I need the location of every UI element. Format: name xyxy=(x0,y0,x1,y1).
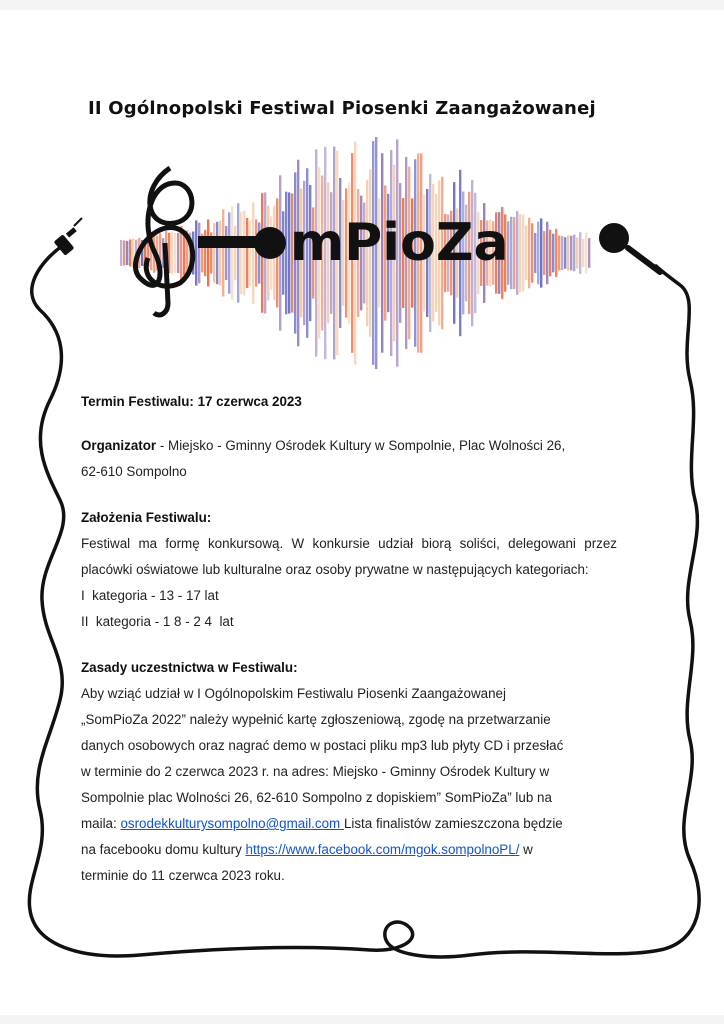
wave-bar xyxy=(528,218,530,289)
wave-bar xyxy=(228,212,230,293)
wave-bar xyxy=(171,232,173,275)
assumptions-paragraph: Festiwal ma formę konkursową. W konkursie udział biorą soliści, delegowani przez placówki oświatowe lub kulturalne oraz osoby prywatne w następujących kategoriach: xyxy=(81,536,617,577)
wave-bar xyxy=(207,219,209,286)
microphone-icon xyxy=(599,223,660,272)
rules-line-1: Aby wziąć udział w I Ogólnopolskim Festiwalu Piosenki Zaangażowanej xyxy=(81,686,506,701)
rules-line-7: na facebooku domu kultury https://www.facebook.com/mgok.sompolnoPL/ w xyxy=(81,842,533,857)
wave-bar xyxy=(222,209,224,296)
wave-bar xyxy=(225,226,227,280)
wave-bar xyxy=(555,229,557,277)
festival-date: Termin Festiwalu: 17 czerwca 2023 xyxy=(81,394,302,409)
wave-bar xyxy=(126,241,128,265)
wave-bar xyxy=(249,220,251,286)
wave-bar xyxy=(237,203,239,302)
rules-line-5: Sompolnie plac Wolności 26, 62-610 Sompolno z dopiskiem” SomPioZa” lub na xyxy=(81,790,552,805)
rules-line-3: danych osobowych oraz nagrać demo w postaci pliku mp3 lub płyty CD i przesłać xyxy=(81,738,564,753)
wave-bar xyxy=(522,215,524,292)
wave-bar xyxy=(525,226,527,281)
rules-line-2: „SomPioZa 2022” należy wypełnić kartę zgłoszeniową, zgodę na przetwarzanie xyxy=(81,712,551,727)
wave-bar xyxy=(285,192,287,315)
wave-bar xyxy=(219,220,221,285)
wave-bar xyxy=(579,232,581,274)
wave-bar xyxy=(573,235,575,271)
rules-line-4: w terminie do 2 czerwca 2023 r. na adres: Miejsko - Gminny Ośrodek Kultury w xyxy=(81,764,550,779)
wave-bar xyxy=(558,236,560,271)
assumptions-heading: Założenia Festiwalu: xyxy=(81,510,212,525)
wave-bar xyxy=(231,206,233,299)
wave-bar xyxy=(246,218,248,288)
wave-bar xyxy=(213,223,215,283)
wave-bar xyxy=(177,233,179,273)
wave-bar xyxy=(561,236,563,270)
wave-bar xyxy=(123,241,125,266)
rules-line-6: maila: osrodekkulturysompolno@gmail.com Lista finalistów zamieszczona będzie xyxy=(81,816,563,831)
wave-bar xyxy=(570,236,572,270)
category-1: I kategoria - 13 - 17 lat xyxy=(81,588,219,603)
wave-bar xyxy=(582,239,584,267)
sompioza-logo xyxy=(120,128,600,418)
festival-title: II Ogólnopolski Festiwal Piosenki Zaangażowanej xyxy=(88,98,596,119)
wave-bar xyxy=(174,233,176,273)
wave-bar xyxy=(534,233,536,273)
organizer-line2: 62-610 Sompolno xyxy=(81,464,187,479)
wave-bar xyxy=(255,219,257,286)
wave-bar xyxy=(243,211,245,295)
category-2: II kategoria - 1 8 - 2 4 lat xyxy=(81,614,234,629)
email-link[interactable]: osrodekkulturysompolno@gmail.com xyxy=(120,816,344,831)
wave-bar xyxy=(195,220,197,285)
wave-bar xyxy=(216,222,218,284)
wave-bar xyxy=(120,240,122,266)
poster-body xyxy=(81,389,617,889)
wave-bar xyxy=(576,237,578,268)
wave-bar xyxy=(588,238,590,268)
wave-bar xyxy=(537,222,539,285)
wave-bar xyxy=(531,223,533,282)
wave-bar xyxy=(543,231,545,275)
organizer-line1: - Miejsko - Gminny Ośrodek Kultury w Sompolnie, Plac Wolności 26, xyxy=(156,438,566,453)
wave-bar xyxy=(129,239,131,266)
wave-bar xyxy=(516,211,518,295)
organizer-block xyxy=(81,433,617,485)
rules-line-8: terminie do 11 czerwca 2023 roku. xyxy=(81,868,285,883)
facebook-link[interactable]: https://www.facebook.com/mgok.sompolnoPL/ xyxy=(245,842,520,857)
logo-text: mPioZa xyxy=(290,213,509,273)
organizer-label: Organizator xyxy=(81,438,157,453)
wave-bar xyxy=(513,217,515,289)
wave-bar xyxy=(585,233,587,274)
wave-bar xyxy=(540,218,542,287)
rules-heading: Zasady uczestnictwa w Festiwalu: xyxy=(81,660,298,675)
wave-bar xyxy=(519,214,521,292)
wave-bar xyxy=(510,217,512,290)
wave-bar xyxy=(198,223,200,284)
wave-bar xyxy=(234,226,236,281)
wave-bar xyxy=(567,235,569,271)
wave-bar xyxy=(564,237,566,268)
wave-bar xyxy=(549,230,551,277)
wave-bar xyxy=(240,212,242,294)
wave-bar xyxy=(252,202,254,304)
wave-bar xyxy=(546,222,548,285)
mic-head-o xyxy=(254,227,286,259)
wave-bar xyxy=(552,234,554,273)
